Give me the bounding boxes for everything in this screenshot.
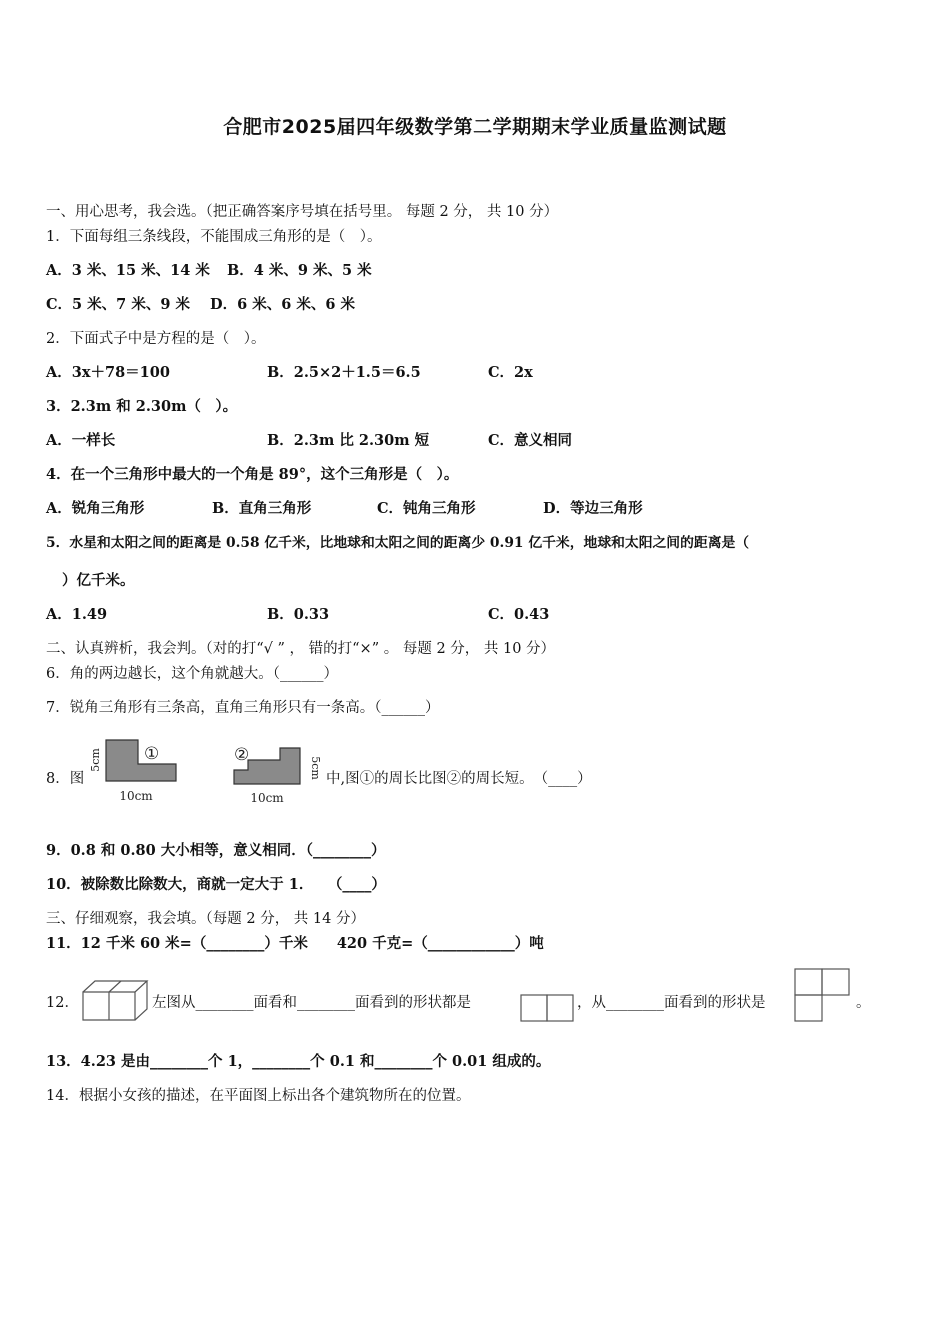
figure-2-bottom-label: 10cm bbox=[250, 791, 284, 805]
question-9-stem: 9．0.8 和 0.80 大小相等，意义相同．（________） bbox=[46, 842, 386, 859]
figure-1-side-label: 5cm bbox=[89, 748, 102, 772]
question-14-stem: 14．根据小女孩的描述，在平面图上标出各个建筑物所在的位置。 bbox=[46, 1088, 471, 1104]
question-12-text-1: 左图从________面看和________面看到的形状都是 bbox=[152, 995, 471, 1011]
question-1-option-d: D．6 米、6 米、6 米 bbox=[210, 296, 355, 313]
question-5-option-b: B．0.33 bbox=[267, 606, 330, 623]
question-12-number: 12． bbox=[46, 995, 79, 1011]
question-2-stem: 2．下面式子中是方程的是（ ）。 bbox=[46, 331, 266, 347]
question-11-stem: 11．12 千米 60 米=（________）千米 420 千克=（____________）吨 bbox=[46, 935, 544, 952]
question-4-option-d: D．等边三角形 bbox=[543, 500, 643, 517]
figure-2-mark: ② bbox=[234, 745, 250, 765]
question-12-text-2: ，从________面看到的形状是 bbox=[577, 995, 766, 1011]
question-6-stem: 6．角的两边越长，这个角就越大。（______） bbox=[46, 666, 338, 682]
question-1-option-c: C．5 米、7 米、9 米 bbox=[46, 296, 190, 313]
question-4-option-a: A．锐角三角形 bbox=[46, 500, 145, 517]
question-3-stem: 3．2.3m 和 2.30m（ ）。 bbox=[46, 398, 238, 415]
question-5-option-a: A．1.49 bbox=[46, 606, 108, 623]
figure-2-side-label: 5cm bbox=[309, 756, 322, 780]
figure-2 bbox=[230, 742, 322, 808]
question-4-option-c: C．钝角三角形 bbox=[377, 500, 476, 517]
figure-1 bbox=[88, 734, 183, 804]
question-4-option-b: B．直角三角形 bbox=[212, 500, 312, 517]
question-3-option-c: C．意义相同 bbox=[488, 432, 573, 449]
figure-1-shape bbox=[106, 740, 176, 781]
question-8-suffix: 中,图①的周长比图②的周长短。 （____） bbox=[326, 771, 592, 787]
question-1-option-a: A．3 米、15 米、14 米 bbox=[46, 262, 210, 279]
question-3-option-b: B．2.3m 比 2.30m 短 bbox=[267, 432, 430, 449]
question-2-option-b: B．2.5×2＋1.5＝6.5 bbox=[267, 364, 421, 381]
figure-1-bottom-label: 10cm bbox=[119, 789, 153, 803]
question-2-option-a: A．3x＋78＝100 bbox=[46, 364, 170, 381]
question-8-prefix: 8．图 bbox=[46, 771, 85, 787]
question-5-stem-continued: ）亿千米。 bbox=[62, 572, 135, 589]
question-1-option-b: B．4 米、9 米、5 米 bbox=[227, 262, 372, 279]
cube-stack-figure bbox=[80, 978, 150, 1022]
figure-1-mark: ① bbox=[144, 744, 160, 764]
question-12-end: 。 bbox=[856, 995, 871, 1011]
section-2-heading: 二、认真辨析，我会判。（对的打“√ ” ， 错的打“×” 。 每题 2 分， 共 10 分） bbox=[46, 641, 556, 657]
question-1-stem: 1．下面每组三条线段，不能围成三角形的是（ ）。 bbox=[46, 229, 382, 245]
question-10-stem: 10．被除数比除数大，商就一定大于 1． （____） bbox=[46, 876, 386, 893]
question-13-stem: 13．4.23 是由________个 1，________个 0.1 和________个 0.01 组成的。 bbox=[46, 1053, 551, 1070]
question-2-option-c: C．2x bbox=[488, 364, 533, 381]
two-squares-shape bbox=[519, 993, 575, 1023]
l-shape-squares bbox=[793, 967, 851, 1023]
question-3-option-a: A．一样长 bbox=[46, 432, 116, 449]
question-5-option-c: C．0.43 bbox=[488, 606, 550, 623]
question-4-stem: 4．在一个三角形中最大的一个角是 89°，这个三角形是（ ）。 bbox=[46, 466, 459, 483]
section-3-heading: 三、仔细观察，我会填。（每题 2 分， 共 14 分） bbox=[46, 911, 365, 927]
section-1-heading: 一、用心思考，我会选。（把正确答案序号填在括号里。 每题 2 分， 共 10 分） bbox=[46, 204, 559, 220]
question-5-stem: 5．水星和太阳之间的距离是 0.58 亿千米，比地球和太阳之间的距离少 0.91 亿千米，地球和太阳之间的距离是（ bbox=[46, 535, 750, 551]
page-title: 合肥市2025届四年级数学第二学期期末学业质量监测试题 bbox=[223, 116, 727, 138]
question-7-stem: 7．锐角三角形有三条高，直角三角形只有一条高。（______） bbox=[46, 700, 440, 716]
